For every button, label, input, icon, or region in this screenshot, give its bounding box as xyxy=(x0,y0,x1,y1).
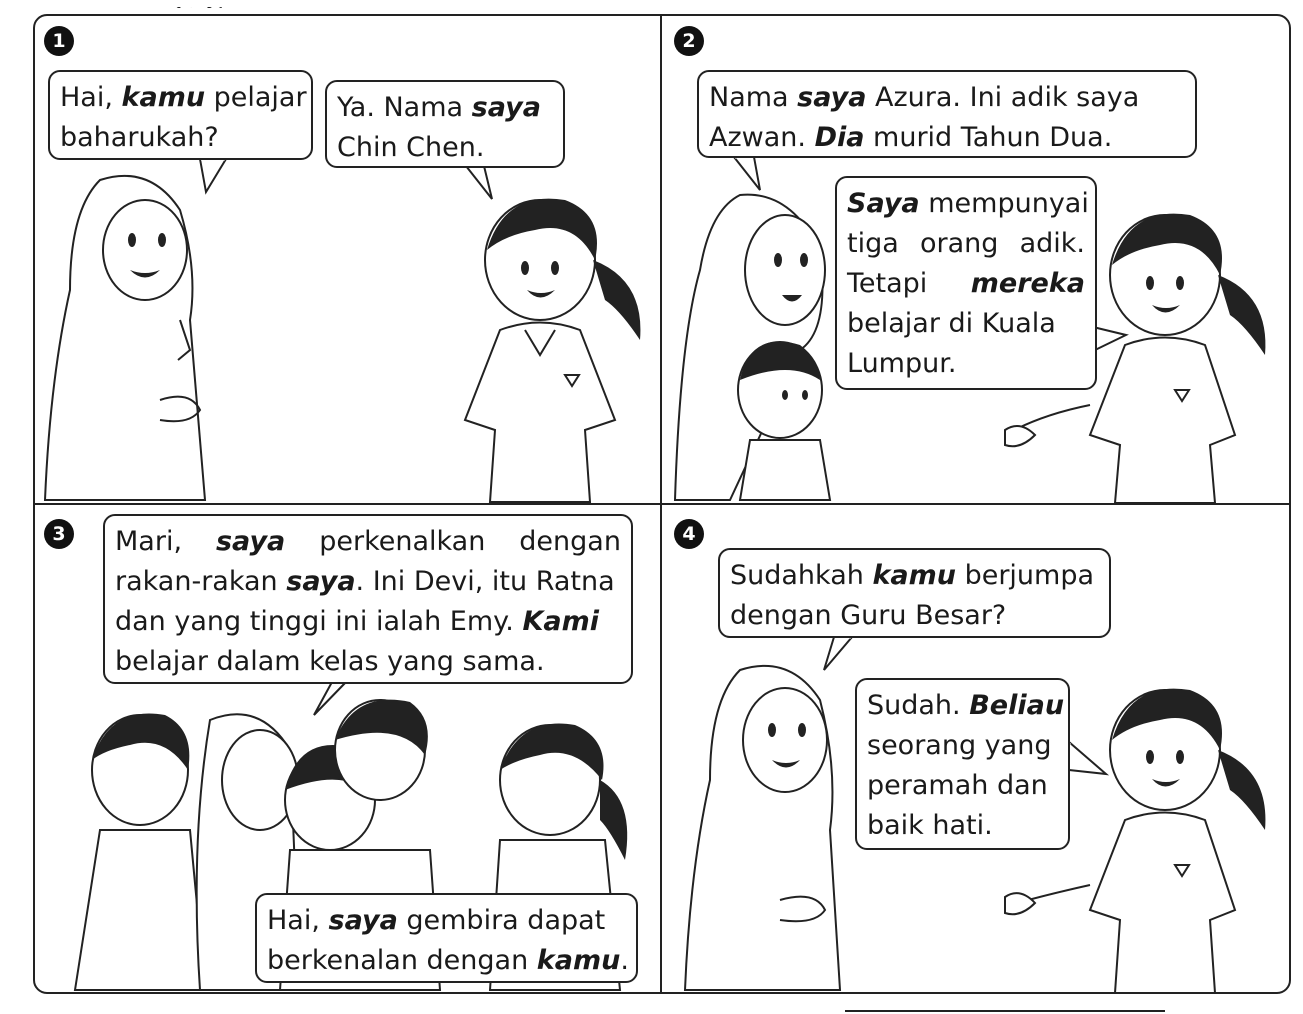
bubble-text: baharukah? xyxy=(60,122,219,153)
bubble-line xyxy=(115,522,621,562)
footer-rule xyxy=(845,1010,1165,1012)
bubble-text: . Ini Devi, itu Ratna xyxy=(355,566,615,597)
bubble-line xyxy=(115,602,621,642)
bubble-text: Lumpur. xyxy=(847,348,957,379)
bubble-text: Azwan. xyxy=(709,122,815,153)
bubble-line xyxy=(709,78,1185,118)
bubble-line xyxy=(867,686,1065,726)
bubble-line xyxy=(60,78,307,118)
speech-bubble-panel3-a xyxy=(103,514,633,684)
bubble-text: peramah dan xyxy=(867,770,1048,801)
illustration-girl-headscarf xyxy=(40,170,220,505)
panel-number-1: 1 xyxy=(44,26,74,56)
bubble-text: baik hati. xyxy=(867,810,993,841)
panel-number-3: 3 xyxy=(44,519,74,549)
pronoun-emphasis: kamu xyxy=(872,560,956,591)
bubble-line xyxy=(267,901,626,941)
bubble-text: rakan-rakan xyxy=(115,566,287,597)
bubble-text: adik. xyxy=(1019,228,1085,259)
bubble-text: seorang yang xyxy=(867,730,1052,761)
pronoun-emphasis: kamu xyxy=(536,945,621,976)
pronoun-emphasis: Saya xyxy=(847,188,920,219)
bubble-text: murid Tahun Dua. xyxy=(864,122,1113,153)
speech-bubble-panel2-b xyxy=(835,176,1097,390)
speech-tail xyxy=(312,681,352,717)
bubble-line xyxy=(867,726,1058,766)
bubble-line xyxy=(115,562,621,602)
bubble-line xyxy=(867,766,1058,806)
bubble-text: Sudahkah xyxy=(730,560,873,591)
bubble-text: gembira dapat xyxy=(397,905,606,936)
bubble-text: pelajar xyxy=(205,82,307,113)
bubble-text: dengan xyxy=(519,526,621,557)
panel-number-2: 2 xyxy=(674,26,704,56)
bubble-text: Sudah. xyxy=(867,690,970,721)
speech-tail xyxy=(462,165,502,201)
speech-bubble-panel3-b xyxy=(255,893,638,983)
pronoun-emphasis: Dia xyxy=(814,122,865,153)
speech-bubble-panel1-b xyxy=(325,80,565,168)
bubble-text: belajar di Kuala xyxy=(847,308,1056,339)
bubble-text: dengan Guru Besar? xyxy=(730,600,1007,631)
speech-tail xyxy=(200,158,240,194)
bubble-line xyxy=(730,556,1099,596)
pronoun-emphasis: Kami xyxy=(522,606,599,637)
pronoun-emphasis: saya xyxy=(215,526,286,557)
illustration-girl-headscarf-with-boy xyxy=(670,190,840,505)
speech-bubble-panel4-b xyxy=(855,678,1070,850)
bubble-text: Hai, xyxy=(60,82,122,113)
panel-number-4: 4 xyxy=(674,519,704,549)
bubble-line xyxy=(867,806,1058,846)
pronoun-emphasis: saya xyxy=(286,566,356,597)
speech-tail xyxy=(732,156,772,192)
bubble-line xyxy=(730,596,1099,636)
bubble-text: Azura. Ini adik saya xyxy=(866,82,1140,113)
bubble-text: tiga xyxy=(847,228,899,259)
bubble-line xyxy=(847,264,1085,304)
bubble-text: orang xyxy=(919,228,999,259)
illustration-girl-headscarf xyxy=(680,660,850,995)
bubble-text: Mari, xyxy=(115,526,183,557)
speech-tail xyxy=(820,636,860,672)
illustration-girl-ponytail xyxy=(455,190,655,505)
speech-tail xyxy=(1092,325,1132,361)
pronoun-emphasis: saya xyxy=(328,905,398,936)
bubble-line xyxy=(267,941,629,981)
bubble-text: berjumpa xyxy=(955,560,1095,591)
bubble-text: Nama xyxy=(709,82,798,113)
bubble-text: mempunyai xyxy=(919,188,1089,219)
speech-bubble-panel4-a xyxy=(718,548,1111,638)
bubble-line xyxy=(60,118,301,158)
pronoun-emphasis: Beliau xyxy=(969,690,1065,721)
bubble-text: perkenalkan xyxy=(319,526,486,557)
pronoun-emphasis: saya xyxy=(471,92,541,123)
bubble-line xyxy=(337,88,553,128)
cropped-heading-fragment xyxy=(170,0,230,8)
bubble-text: berkenalan dengan xyxy=(267,945,537,976)
bubble-text: belajar dalam kelas yang sama. xyxy=(115,646,545,677)
bubble-line xyxy=(847,344,1085,384)
bubble-line xyxy=(847,184,1089,224)
speech-tail xyxy=(1068,740,1108,780)
bubble-text: Chin Chen. xyxy=(337,132,485,163)
bubble-line xyxy=(847,304,1085,344)
speech-bubble-panel2-a xyxy=(697,70,1197,158)
pronoun-emphasis: kamu xyxy=(121,82,206,113)
pronoun-emphasis: saya xyxy=(797,82,867,113)
bubble-line xyxy=(709,118,1185,158)
bubble-line xyxy=(337,128,553,168)
bubble-text: dan yang tinggi ini ialah Emy. xyxy=(115,606,523,637)
bubble-text: Hai, xyxy=(267,905,329,936)
bubble-line xyxy=(847,224,1085,264)
bubble-text: Tetapi xyxy=(847,268,928,299)
bubble-line xyxy=(115,642,621,682)
bubble-text: Ya. Nama xyxy=(337,92,472,123)
bubble-text: . xyxy=(620,945,629,976)
pronoun-emphasis: mereka xyxy=(970,268,1085,299)
speech-bubble-panel1-a xyxy=(48,70,313,160)
